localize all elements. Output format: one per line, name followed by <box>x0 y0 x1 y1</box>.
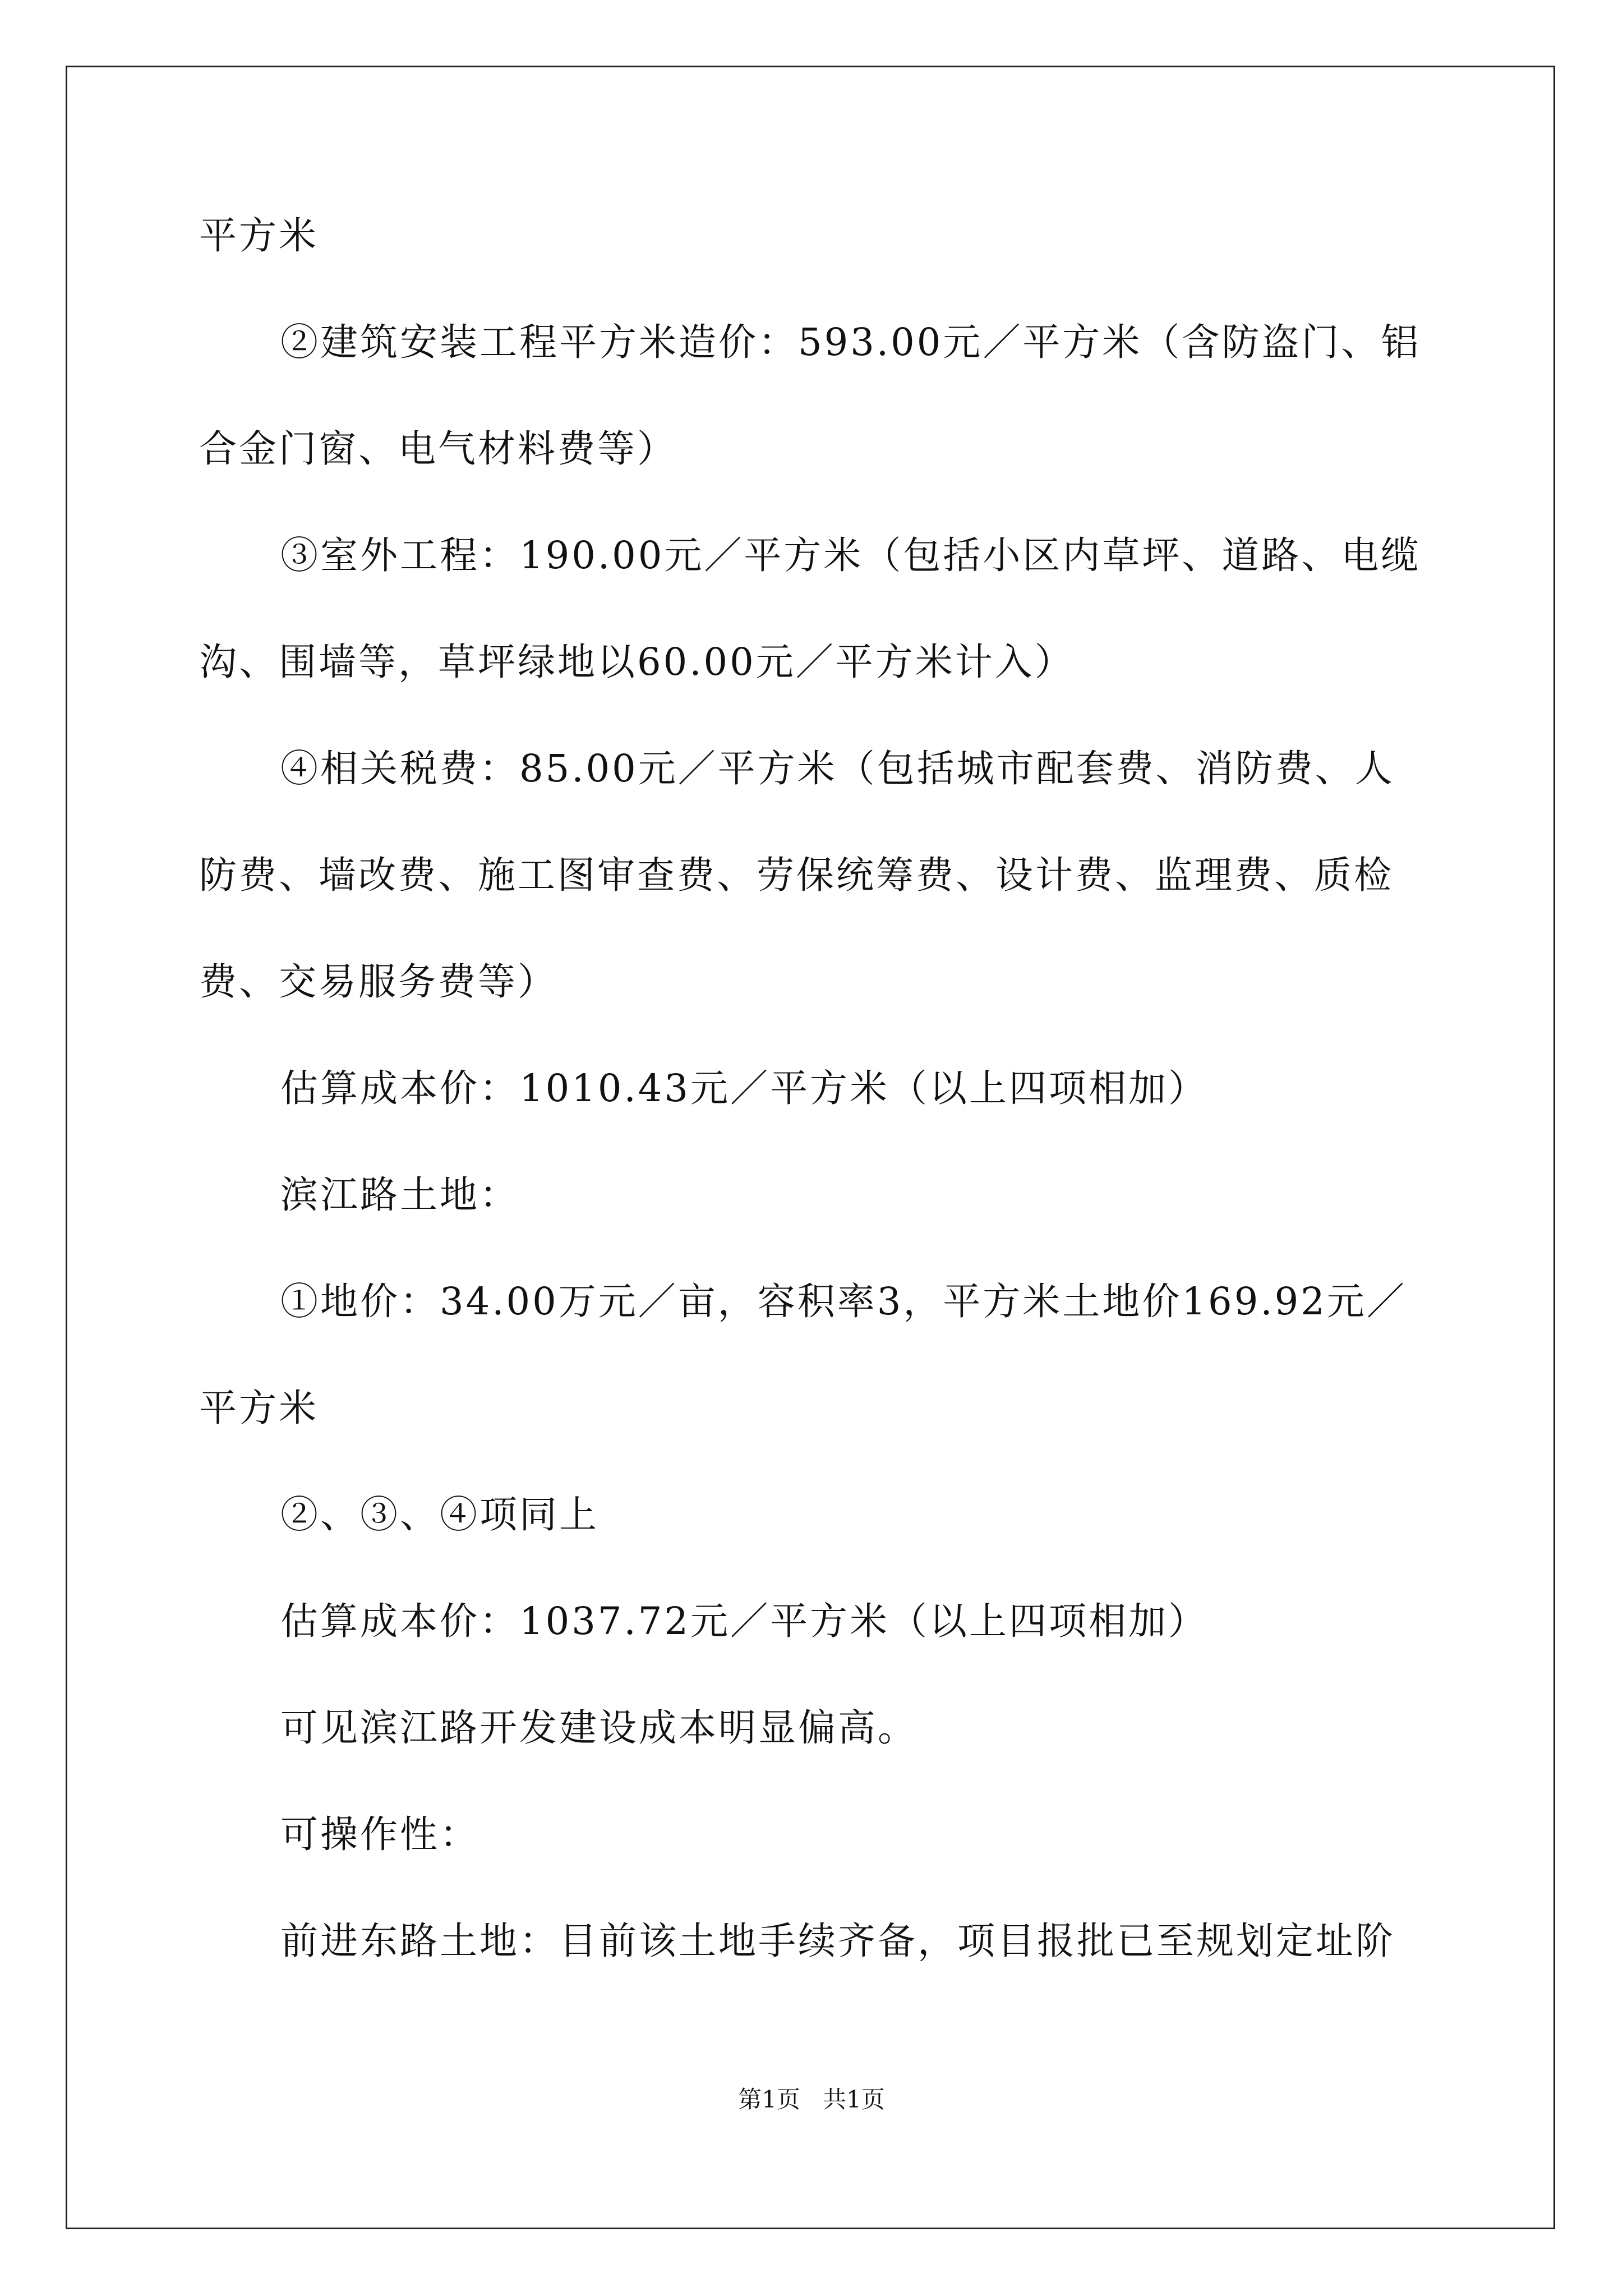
text-line: 防费、墙改费、施工图审查费、劳保统筹费、设计费、监理费、质检 <box>199 853 1394 897</box>
text-line: ①地价：34.00万元／亩，容积率3，平方米土地价169.92元／ <box>280 1280 1407 1323</box>
text-line: ②、③、④项同上 <box>280 1493 599 1536</box>
text-line: 合金门窗、电气材料费等） <box>199 427 677 471</box>
text-line: 可操作性： <box>280 1812 479 1856</box>
text-line: 可见滨江路开发建设成本明显偏高。 <box>280 1706 917 1750</box>
text-line: ②建筑安装工程平方米造价：593.00元／平方米（含防盗门、铝 <box>280 320 1421 364</box>
text-line: 滨江路土地： <box>280 1173 519 1217</box>
text-line: 估算成本价：1010.43元／平方米（以上四项相加） <box>280 1066 1209 1110</box>
text-line: ③室外工程：190.00元／平方米（包括小区内草坪、道路、电缆 <box>280 533 1421 577</box>
page-footer: 第1页 共1页 <box>738 2086 885 2113</box>
text-line: 费、交易服务费等） <box>199 960 557 1004</box>
page-border <box>66 66 1555 2229</box>
text-line: 平方米 <box>199 214 319 257</box>
text-line: 平方米 <box>199 1386 319 1430</box>
text-line: 沟、围墙等，草坪绿地以60.00元／平方米计入） <box>199 640 1075 684</box>
text-line: ④相关税费：85.00元／平方米（包括城市配套费、消防费、人 <box>280 747 1395 790</box>
text-line: 估算成本价：1037.72元／平方米（以上四项相加） <box>280 1599 1209 1643</box>
text-line: 前进东路土地：目前该土地手续齐备，项目报批已至规划定址阶 <box>280 1919 1395 1963</box>
